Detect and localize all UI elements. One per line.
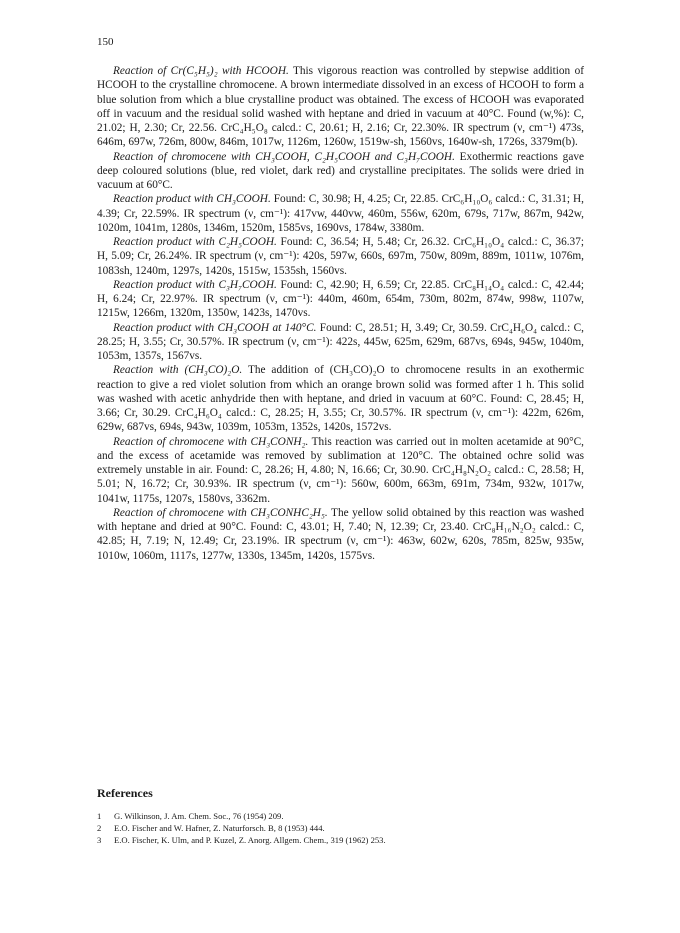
reference-item: [97, 834, 584, 846]
paragraph-ethylacetamide: [97, 506, 584, 563]
paragraph-acetic-acid-product: [97, 192, 584, 235]
reference-item: [97, 810, 584, 822]
reference-item: [97, 822, 584, 834]
paragraph-heading: Reaction of chromocene with CH₃CONH₂.: [113, 435, 309, 448]
paragraph-heading: Reaction of chromocene with CH₃COOH, C₂H₅COOH and C₃H₇COOH.: [113, 150, 455, 163]
paragraph-text: The yellow solid obtained by this reaction was washed with heptane and dried at 90°C. Found: C, 43.01; H, 7.40; N, 12.39; Cr, 23.40. CrC₈H₁₆N₂O₂ calcd.: C, 42.85; H, 7.19; N, 12.49; Cr, 23.19%. IR spectrum (ν, cm⁻¹): 463w, 602w, 620s, 785m, 825w, 935w, 1010w, 1060m, 1117s, 1277w, 1330s, 1345m, 1420s, 1575vs.: [97, 506, 584, 562]
paragraph-text: The addition of (CH₃CO)₂O to chromocene results in an exothermic reaction to give a red violet solution from which an orange brown solid was formed after 1 h. This solid was washed with acetic anhydride then with heptane, and dried in vacuum at 60°C. Found: C, 28.45; H, 3.66; Cr, 30.29. CrC₄H₆O₄ calcd.: C, 28.25; H, 3.55; Cr, 30.57%. IR spectrum (ν, cm⁻¹): 422m, 626m, 629w, 687vs, 694s, 943w, 1039m, 1053m, 1352s, 1420s, 1572vs.: [97, 364, 584, 434]
reference-text: E.O. Fischer and W. Hafner, Z. Naturforsch. B, 8 (1953) 444.: [114, 823, 325, 833]
paragraph-text: Found: C, 42.90; H, 6.59; Cr, 22.85. CrC₈H₁₄O₄ calcd.: C, 42.44; H, 6.24; Cr, 22.97%. IR spectrum (ν, cm⁻¹): 440m, 460m, 654m, 730m, 802m, 874w, 998w, 1107w, 1215w, 1266m, 1320m, 1350w, 1423s, 1470vs.: [97, 278, 584, 320]
paragraph-butyric-acid-product: [97, 278, 584, 321]
reference-number: 3: [97, 835, 102, 845]
paragraph-acetic-acid-140c: [97, 321, 584, 364]
paragraph-formic-acid: [97, 64, 584, 150]
paragraph-heading: Reaction with (CH₃CO)₂O.: [113, 364, 243, 377]
paragraph-text: This reaction was carried out in molten acetamide at 90°C, and the excess of acetamide was removed by sublimation at 120°C. The obtained ochre solid was extremely unstable in air. Found: C, 28.26; H, 4.80; N, 16.66; Cr, 30.90. CrC₄H₈N₂O₂ calcd.: C, 28.58; H, 5.01; N, 16.72; Cr, 30.93%. IR spectrum (ν, cm⁻¹): 560w, 600m, 663m, 691m, 734m, 932w, 1017w, 1041w, 1175s, 1207s, 1580vs, 3362m.: [97, 435, 584, 505]
paragraph-text: Found: C, 28.51; H, 3.49; Cr, 30.59. CrC₄H₆O₄ calcd.: C, 28.25; H, 3.55; Cr, 30.57%. IR spectrum (ν, cm⁻¹): 422s, 445w, 625m, 629m, 687vs, 694s, 945w, 1040m, 1053m, 1357s, 1567vs.: [97, 321, 584, 362]
paragraph-heading: Reaction product with C₃H₇COOH.: [113, 278, 277, 291]
paragraph-heading: Reaction product with CH₃COOH at 140°C.: [113, 321, 317, 334]
paragraph-text: Exothermic reactions gave deep coloured solutions (blue, red violet, dark red) and crystalline precipitates. The solids were dried in vacuum at 60°C.: [97, 150, 584, 191]
paragraph-heading: Reaction product with CH₃COOH.: [113, 193, 271, 206]
reference-number: 2: [97, 823, 102, 833]
paragraph-text: Found: C, 36.54; H, 5.48; Cr, 26.32. CrC₆H₁₀O₄ calcd.: C, 36.37; H, 5.09; Cr, 26.24%. IR spectrum (ν, cm⁻¹): 420s, 597w, 660s, 697m, 750w, 809m, 889m, 1011w, 1076m, 1083sh, 1240m, 1297s, 1420s, 1515w, 1535sh, 1560vs.: [97, 236, 584, 277]
body-text: [97, 64, 584, 563]
page-number: 150: [97, 36, 114, 48]
paragraph-heading: Reaction of chromocene with CH₃CONHC₂H₅.: [113, 506, 328, 519]
paragraph-heading: Reaction product with C₂H₅COOH.: [113, 236, 277, 248]
references-heading: References: [97, 786, 153, 800]
paragraph-text: Found: C, 30.98; H, 4.25; Cr, 22.85. CrC₆H₁₀O₆ calcd.: C, 31.31; H, 4.39; Cr, 22.59%. IR spectrum (ν, cm⁻¹): 417vw, 440vw, 460m, 556w, 620m, 679s, 717w, 867m, 942w, 1020m, 1041m, 1280s, 1346m, 1520m, 1585vs, 1690vs, 1784w, 3380m.: [97, 193, 585, 234]
paragraph-acetamide: [97, 435, 584, 506]
paragraph-acetic-anhydride: [97, 363, 584, 434]
reference-text: E.O. Fischer, K. Ulm, and P. Kuzel, Z. Anorg. Allgem. Chem., 319 (1962) 253.: [114, 835, 386, 845]
reference-text: G. Wilkinson, J. Am. Chem. Soc., 76 (1954) 209.: [114, 811, 284, 821]
paragraph-carboxylic-acids: [97, 150, 584, 193]
paragraph-text: This vigorous reaction was controlled by stepwise addition of HCOOH to the crystalline chromocene. A brown intermediate dissolved in an excess of HCOOH to form a blue solution from which a blue crystalline product was obtained. The excess of HCOOH was evaporated off in vacuum and the residual solid washed with heptane and dried in vacuum at 40°C. Found (w,%): C, 21.02; H, 2.30; Cr, 22.56. CrC₄H₅O₈ calcd.: C, 20.61; H, 2.16; Cr, 22.30%. IR spectrum (ν, cm⁻¹) 473s, 646m, 697w, 726m, 800w, 846m, 1017w, 1126m, 1260w, 1519w-sh, 1560vs, 1640w-sh, 1726s, 3379m(b).: [97, 65, 584, 149]
references-list: [97, 810, 584, 846]
reference-number: 1: [97, 811, 102, 821]
paragraph-heading: Reaction of Cr(C₅H₅)₂ with HCOOH.: [113, 65, 289, 77]
paragraph-propionic-acid-product: [97, 235, 584, 278]
